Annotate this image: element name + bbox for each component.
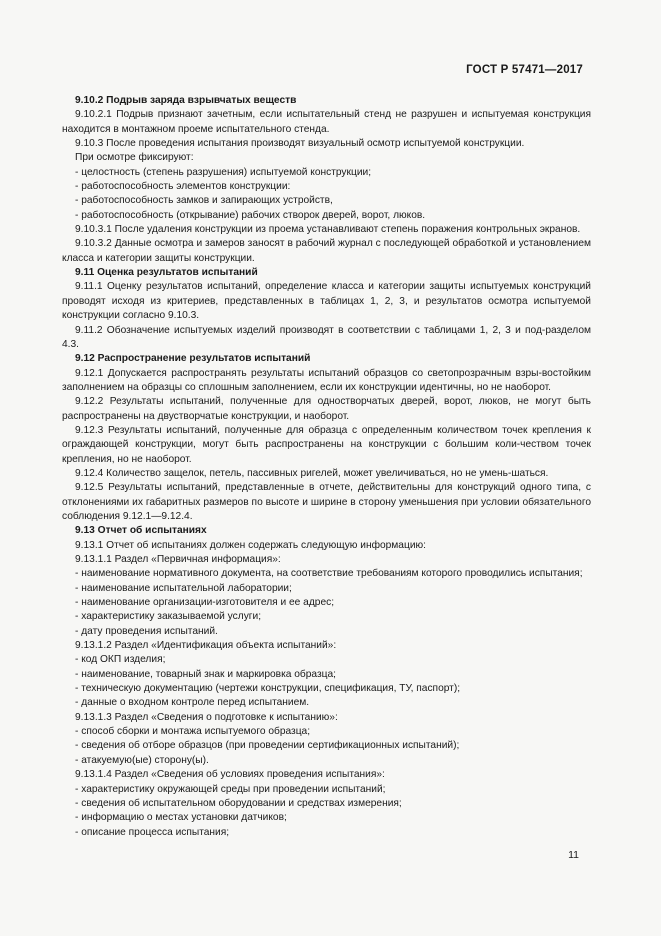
paragraph: 9.12.5 Результаты испытаний, представленные в отчете, действительны для конструкций одного типа, с отклонениями их габаритных размеров по высоте и ширине в сторону уменьшения при условии обязательного соблюдения 9.12.1—9.12.4. [62, 482, 591, 522]
paragraph: 9.13.1 Отчет об испытаниях должен содержать следующую информацию: [75, 539, 426, 551]
paragraph: - характеристику заказываемой услуги; [75, 611, 262, 623]
paragraph: - данные о входном контроле перед испытанием. [75, 697, 310, 709]
paragraph: - описание процесса испытания; [75, 826, 230, 838]
paragraph: 9.12.2 Результаты испытаний, полученные для одностворчатых дверей, ворот, люков, не могут быть распространены на двустворчатые конструкции, и наоборот. [62, 396, 591, 422]
paragraph: 9.13.1.4 Раздел «Сведения об условиях проведения испытания»: [75, 769, 385, 781]
section-heading: 9.13 Отчет об испытаниях [75, 525, 207, 537]
paragraph: - характеристику окружающей среды при проведении испытаний; [75, 783, 386, 795]
paragraph: - техническую документацию (чертежи конструкции, спецификация, ТУ, паспорт); [75, 683, 461, 695]
paragraph: - способ сборки и монтажа испытуемого образца; [75, 726, 311, 738]
page-number: 11 [568, 849, 579, 861]
paragraph: - дату проведения испытаний. [75, 625, 218, 637]
paragraph: - целостность (степень разрушения) испытуемой конструкции; [75, 166, 372, 178]
section-heading: 9.12 Распространение результатов испытаний [75, 353, 311, 365]
paragraph: - работоспособность элементов конструкции: [75, 181, 291, 193]
paragraph: - наименование организации-изготовителя и ее адрес; [75, 597, 335, 609]
paragraph: - наименование нормативного документа, на соответствие требованиям которого проводились испытания; [75, 568, 583, 580]
paragraph: 9.12.3 Результаты испытаний, полученные для образца с определенным количеством точек крепления к ограждающей конструкции, могут быть распространены на конструкции с большим коли-чеством точек крепления, но не наоборот. [62, 424, 591, 465]
paragraph: - наименование испытательной лаборатории; [75, 582, 292, 594]
section-heading: 9.10.2 Подрыв заряда взрывчатых веществ [75, 95, 297, 106]
paragraph: - код ОКП изделия; [75, 654, 166, 666]
paragraph: 9.11.1 Оценку результатов испытаний, определение класса и категории защиты испытуемых конструкций проводят исходя из критериев, представленных в таблицах 1, 2, 3, и результатов осмотра испытуемой конструкции согласно 9.10.3. [62, 281, 591, 322]
paragraph: 9.12.4 Количество защелок, петель, пассивных ригелей, может увеличиваться, но не умень-шаться. [75, 467, 549, 479]
paragraph: 9.13.1.2 Раздел «Идентификация объекта испытаний»: [75, 640, 337, 652]
paragraph: - работоспособность (открывание) рабочих створок дверей, ворот, люков. [75, 209, 426, 221]
document-body [62, 94, 591, 840]
paragraph: 9.10.3 После проведения испытания производят визуальный осмотр испытуемой конструкции. [75, 138, 525, 150]
paragraph: 9.10.3.1 После удаления конструкции из проема устанавливают степень поражения контрольных экранов. [75, 224, 581, 236]
paragraph: При осмотре фиксируют: [75, 152, 194, 164]
paragraph: - наименование, товарный знак и маркировка образца; [75, 668, 336, 680]
paragraph: 9.13.1.1 Раздел «Первичная информация»: [75, 554, 281, 565]
paragraph: 9.13.1.3 Раздел «Сведения о подготовке к испытанию»: [75, 711, 338, 723]
paragraph: 9.10.2.1 Подрыв признают зачетным, если испытательный стенд не разрушен и испытуемая конструкция находится в монтажном проеме испытательного стенда. [62, 109, 591, 135]
paragraph: 9.11.2 Обозначение испытуемых изделий производят в соответствии с таблицами 1, 2, 3 и под-разделом 4.3. [62, 324, 591, 350]
standard-header: ГОСТ Р 57471—2017 [466, 64, 583, 76]
paragraph: 9.10.3.2 Данные осмотра и замеров заносят в рабочий журнал с последующей обработкой и установлением класса и категории защиты конструкции. [62, 238, 591, 264]
paragraph: - сведения об испытательном оборудовании и средствах измерения; [75, 797, 402, 809]
paragraph: 9.12.1 Допускается распространять результаты испытаний образцов со светопрозрачным взры-востойким заполнением на образцы со сплошным заполнением, если их конструкции идентичны, но не наоборот. [62, 367, 591, 393]
paragraph: - атакуемую(ые) сторону(ы). [75, 754, 209, 766]
paragraph: - работоспособность замков и запирающих устройств, [75, 195, 333, 207]
paragraph: - сведения об отборе образцов (при проведении сертификационных испытаний); [75, 740, 460, 752]
section-heading: 9.11 Оценка результатов испытаний [75, 267, 258, 279]
paragraph: - информацию о местах установки датчиков; [75, 812, 287, 824]
